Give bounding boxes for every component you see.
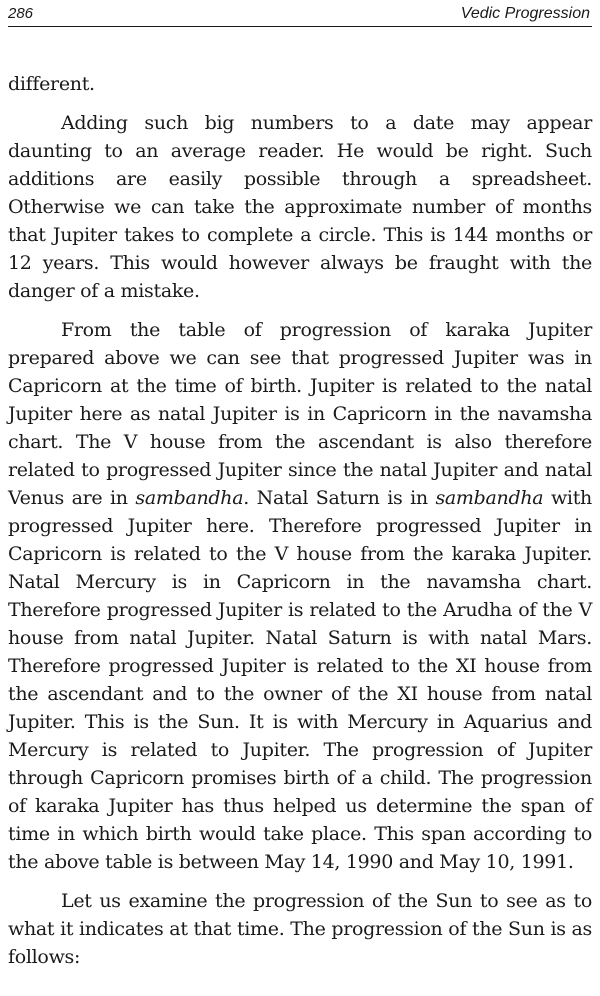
paragraph (8, 70, 592, 98)
paragraph (8, 109, 592, 305)
text-run: Let us examine the progression of the Sun to see as to what it indicates at that time. The progression of the Sun is as follows: (8, 890, 592, 968)
italic-term: sambandha (135, 487, 244, 509)
page-number: 286 (8, 5, 34, 22)
text-run: Adding such big numbers to a date may appear daunting to an average reader. He would be right. Such additions are easily possible through a spreadsheet. Otherwise we can take the approximate number of months that Jupiter takes to complete a circle. This is 144 months or 12 years. This would however always be fraught with the danger of a mistake. (8, 112, 592, 302)
text-run: with progressed Jupiter here. Therefore progressed Jupiter in Capricorn is related to the V house from the karaka Jupiter. Natal Mercury is in Capricorn in the navamsha chart. Therefore progressed Jupiter is related to the Arudha of the V house from natal Jupiter. Natal Saturn is with natal Mars. Therefore progressed Jupiter is related to the XI house from the ascendant and to the owner of the XI house from natal Jupiter. This is the Sun. It is with Mercury in Aquarius and Mercury is related to Jupiter. The progression of Jupiter through Capricorn promises birth of a child. The progression of karaka Jupiter has thus helped us determine the span of time in which birth would take place. This span according to the above table is between May 14, 1990 and May 10, 1991. (8, 487, 592, 873)
italic-term: sambandha (435, 487, 544, 509)
paragraph (8, 316, 592, 876)
body-text (8, 70, 592, 971)
paragraph (8, 887, 592, 971)
running-title: Vedic Progression (460, 5, 590, 22)
text-run: . Natal Saturn is in (243, 487, 436, 509)
text-run: different. (8, 73, 95, 95)
text-run: From the table of progression of karaka Jupiter prepared above we can see that progressed Jupiter was in Capricorn at the time of birth. Jupiter is related to the natal Jupiter here as natal Jupiter is in Capricorn in the navamsha chart. The V house from the ascendant is also therefore related to progressed Jupiter since the natal Jupiter and natal Venus are in (8, 319, 592, 509)
page-header (8, 2, 592, 27)
